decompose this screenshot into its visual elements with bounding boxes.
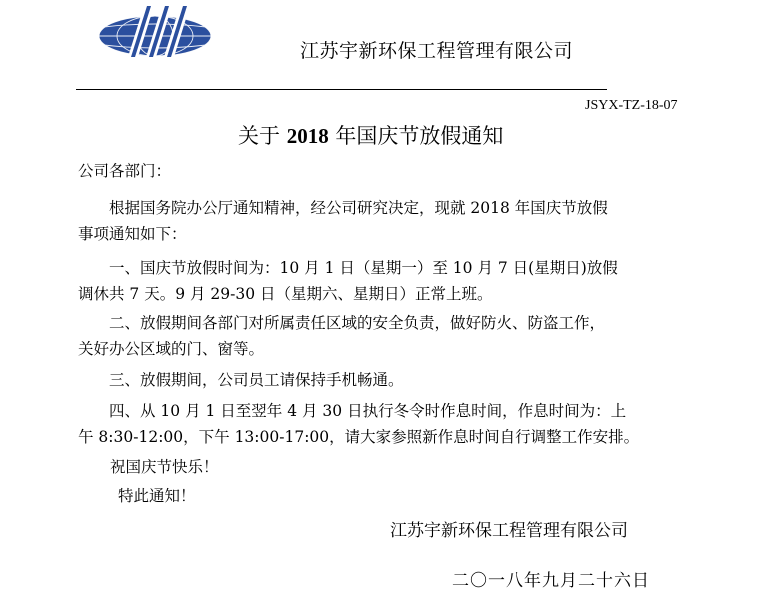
title-prefix: 关于 <box>238 124 287 148</box>
signature-company: 江苏宇新环保工程管理有限公司 <box>390 521 628 541</box>
paragraph-line: 午 8:30-12:00，下午 13:00-17:00，请大家参照新作息时间自行调整工作安排。 <box>78 428 640 446</box>
holiday-greeting: 祝国庆节快乐！ <box>110 458 219 476</box>
paragraph-line: 一、国庆节放假时间为：10 月 1 日（星期一）至 10 月 7 日(星期日)放假 <box>109 259 618 277</box>
document-title <box>238 120 503 150</box>
salutation: 公司各部门： <box>78 162 172 180</box>
paragraph-line: 调休共 7 天。9 月 29-30 日（星期六、星期日）正常上班。 <box>78 285 493 303</box>
document-code: JSYX-TZ-18-07 <box>585 98 678 113</box>
paragraph-item-1 <box>78 255 696 307</box>
paragraph-line: 关好办公区域的门、窗等。 <box>78 340 265 358</box>
paragraph-line: 四、从 10 月 1 日至翌年 4 月 30 日执行冬令时作息时间，作息时间为：上 <box>109 402 627 420</box>
paragraph-line: 二、放假期间各部门对所属责任区域的安全负责，做好防火、防盗工作， <box>109 314 606 332</box>
paragraph-line: 根据国务院办公厅通知精神，经公司研究决定，现就 2018 年国庆节放假 <box>109 199 608 217</box>
title-suffix: 年国庆节放假通知 <box>328 124 504 148</box>
closing-notice: 特此通知！ <box>118 487 196 505</box>
paragraph-line: 三、放假期间，公司员工请保持手机畅通。 <box>109 371 404 389</box>
paragraph-intro <box>78 195 696 247</box>
title-year: 2018 <box>286 124 329 148</box>
company-header-name: 江苏宇新环保工程管理有限公司 <box>300 40 574 62</box>
paragraph-line: 事项通知如下： <box>78 225 187 243</box>
signature-date: 二〇一八年九月二十六日 <box>452 571 650 591</box>
paragraph-item-2 <box>78 310 696 362</box>
header-divider <box>76 89 607 90</box>
paragraph-item-3 <box>78 367 696 393</box>
company-logo <box>98 6 212 58</box>
paragraph-item-4 <box>78 398 696 450</box>
